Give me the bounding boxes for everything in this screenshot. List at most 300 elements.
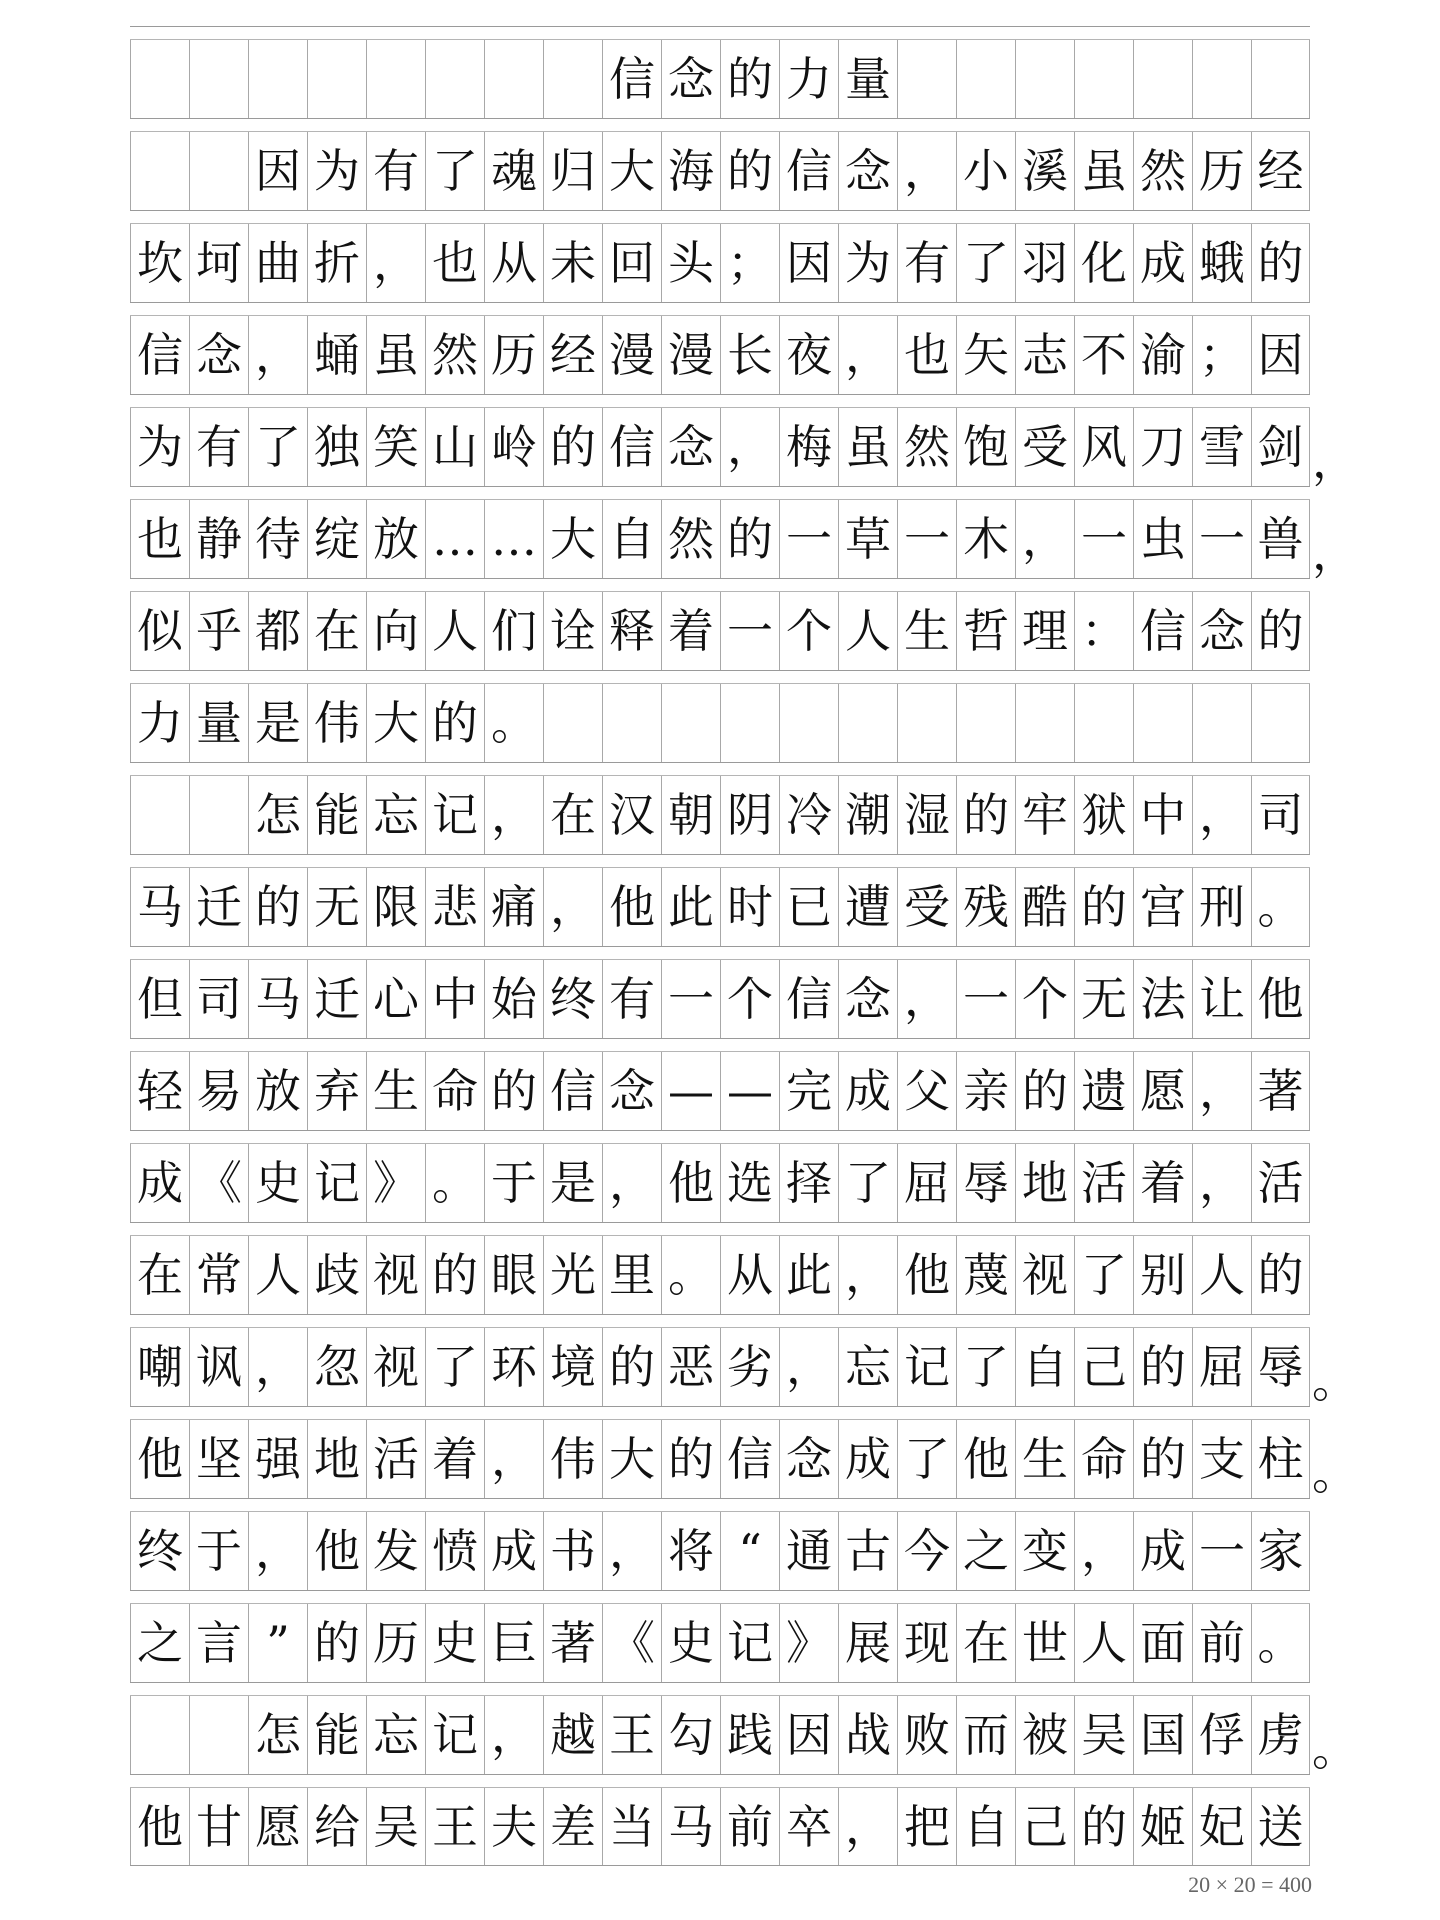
grid-cell: 将: [661, 1512, 720, 1590]
grid-cell: 命: [1074, 1420, 1133, 1498]
grid-row: [130, 1314, 1358, 1408]
grid-cell: 面: [1133, 1604, 1192, 1682]
margin-punctuation: 。: [1312, 1722, 1358, 1776]
grid-cell: 的: [1015, 1052, 1074, 1130]
grid-cell: 一: [897, 500, 956, 578]
grid-cell: 着: [1133, 1144, 1192, 1222]
grid-cell: 在: [956, 1604, 1015, 1682]
grid-cell: 战: [838, 1696, 897, 1774]
grid-cell: 马: [130, 868, 189, 946]
grid-cell: 力: [779, 40, 838, 118]
margin-punctuation: ，: [1312, 526, 1358, 580]
grid-cell: [838, 684, 897, 762]
grid-cell: 父: [897, 1052, 956, 1130]
grid-cell: 被: [1015, 1696, 1074, 1774]
grid-cell: 待: [248, 500, 307, 578]
grid-cell: 忘: [838, 1328, 897, 1406]
grid-row-cells: [130, 1236, 1310, 1314]
grid-cell: 了: [1074, 1236, 1133, 1314]
grid-cell: 吴: [366, 1788, 425, 1865]
grid-cell: 的: [307, 1604, 366, 1682]
grid-row-cells: [130, 316, 1310, 394]
grid-cell: 的: [1251, 224, 1310, 302]
grid-cell: 念: [838, 132, 897, 210]
grid-cell: [1074, 40, 1133, 118]
grid-cell: [248, 40, 307, 118]
grid-cell: 一: [1074, 500, 1133, 578]
grid-cell: 现: [897, 1604, 956, 1682]
grid-cell: 虽: [366, 316, 425, 394]
grid-cell: 记: [307, 1144, 366, 1222]
grid-cell: 因: [779, 224, 838, 302]
grid-cell: [189, 1696, 248, 1774]
grid-row: [130, 1774, 1310, 1866]
grid-cell: [661, 684, 720, 762]
grid-cell: 独: [307, 408, 366, 486]
grid-cell: 归: [543, 132, 602, 210]
grid-cell: [543, 684, 602, 762]
grid-cell: ，: [484, 1696, 543, 1774]
grid-cell: …: [425, 500, 484, 578]
grid-cell: 人: [1192, 1236, 1251, 1314]
grid-cell: 中: [1133, 776, 1192, 854]
grid-cell: [1015, 684, 1074, 762]
grid-row-cells: [130, 960, 1310, 1038]
grid-cell: 地: [307, 1420, 366, 1498]
grid-row: [130, 762, 1310, 854]
grid-cell: ，: [1192, 1144, 1251, 1222]
grid-cell: 法: [1133, 960, 1192, 1038]
grid-cell: 阴: [720, 776, 779, 854]
grid-cell: 展: [838, 1604, 897, 1682]
grid-cell: 的: [1133, 1420, 1192, 1498]
grid-row: [130, 486, 1358, 580]
grid-cell: ，: [248, 1328, 307, 1406]
grid-row: [130, 854, 1310, 946]
grid-cell: 的: [1251, 1236, 1310, 1314]
grid-cell: 生: [1015, 1420, 1074, 1498]
grid-cell: 曲: [248, 224, 307, 302]
grid-cell: 信: [720, 1420, 779, 1498]
grid-cell: 然: [1133, 132, 1192, 210]
grid-cell: 强: [248, 1420, 307, 1498]
grid-cell: 记: [425, 776, 484, 854]
grid-cell: 劣: [720, 1328, 779, 1406]
grid-cell: 放: [366, 500, 425, 578]
grid-row: [130, 1222, 1310, 1314]
grid-cell: [1133, 40, 1192, 118]
grid-cell: 草: [838, 500, 897, 578]
grid-cell: 自: [1015, 1328, 1074, 1406]
grid-cell: 屈: [897, 1144, 956, 1222]
grid-cell: 也: [130, 500, 189, 578]
grid-cell: 念: [779, 1420, 838, 1498]
grid-row-cells: [130, 1696, 1310, 1774]
grid-cell: 兽: [1251, 500, 1310, 578]
grid-cell: 的: [484, 1052, 543, 1130]
grid-row-cells: [130, 1052, 1310, 1130]
grid-cell: [189, 776, 248, 854]
grid-cell: “: [720, 1512, 779, 1590]
grid-cell: ，: [484, 1420, 543, 1498]
grid-cell: 勾: [661, 1696, 720, 1774]
grid-cell: 着: [661, 592, 720, 670]
grid-cell: 地: [1015, 1144, 1074, 1222]
grid-cell: 妃: [1192, 1788, 1251, 1865]
grid-cell: ；: [720, 224, 779, 302]
grid-cell: 宫: [1133, 868, 1192, 946]
grid-cell: 风: [1074, 408, 1133, 486]
grid-cell: 迁: [189, 868, 248, 946]
grid-cell: [366, 40, 425, 118]
grid-cell: 绽: [307, 500, 366, 578]
grid-cell: 折: [307, 224, 366, 302]
grid-cell: 之: [956, 1512, 1015, 1590]
grid-row: [130, 578, 1310, 670]
grid-cell: 视: [1015, 1236, 1074, 1314]
grid-cell: 言: [189, 1604, 248, 1682]
grid-cell: [543, 40, 602, 118]
grid-cell: 岭: [484, 408, 543, 486]
grid-cell: 虽: [1074, 132, 1133, 210]
grid-cell: 忽: [307, 1328, 366, 1406]
grid-cell: 信: [130, 316, 189, 394]
grid-cell: 人: [1074, 1604, 1133, 1682]
grid-cell: 一: [956, 960, 1015, 1038]
grid-cell: 怎: [248, 776, 307, 854]
grid-cell: 在: [307, 592, 366, 670]
grid-cell: 》: [779, 1604, 838, 1682]
grid-cell: 记: [720, 1604, 779, 1682]
grid-cell: 心: [366, 960, 425, 1038]
grid-cell: [1074, 684, 1133, 762]
grid-cell: 大: [602, 1420, 661, 1498]
grid-cell: 生: [366, 1052, 425, 1130]
grid-row-cells: [130, 684, 1310, 762]
grid-cell: 量: [838, 40, 897, 118]
grid-cell: ，: [543, 868, 602, 946]
grid-cell: [189, 132, 248, 210]
grid-cell: 弃: [307, 1052, 366, 1130]
grid-cell: 著: [1251, 1052, 1310, 1130]
grid-cell: 未: [543, 224, 602, 302]
grid-cell: 择: [779, 1144, 838, 1222]
grid-cell: 让: [1192, 960, 1251, 1038]
grid-cell: 力: [130, 684, 189, 762]
grid-cell: 终: [543, 960, 602, 1038]
grid-cell: 历: [484, 316, 543, 394]
grid-cell: 蛹: [307, 316, 366, 394]
grid-row: [130, 118, 1310, 210]
grid-cell: 经: [543, 316, 602, 394]
grid-cell: 夜: [779, 316, 838, 394]
grid-cell: 成: [1133, 1512, 1192, 1590]
grid-cell: 自: [956, 1788, 1015, 1865]
grid-cell: 送: [1251, 1788, 1310, 1865]
grid-cell: 成: [1133, 224, 1192, 302]
grid-cell: 受: [1015, 408, 1074, 486]
grid-cell: 因: [248, 132, 307, 210]
grid-cell: 念: [1192, 592, 1251, 670]
grid-cell: ，: [484, 776, 543, 854]
grid-cell: 的: [1251, 592, 1310, 670]
grid-cell: 一: [720, 592, 779, 670]
manuscript-grid: [130, 26, 1358, 1866]
grid-cell: 《: [602, 1604, 661, 1682]
grid-cell: 越: [543, 1696, 602, 1774]
grid-cell: 司: [189, 960, 248, 1038]
grid-row-cells: [130, 408, 1310, 486]
grid-cell: 历: [1192, 132, 1251, 210]
grid-cell: 大: [543, 500, 602, 578]
grid-cell: 马: [661, 1788, 720, 1865]
grid-cell: 的: [1133, 1328, 1192, 1406]
grid-cell: 夫: [484, 1788, 543, 1865]
grid-cell: 海: [661, 132, 720, 210]
grid-cell: 他: [956, 1420, 1015, 1498]
grid-cell: 嘲: [130, 1328, 189, 1406]
grid-cell: 念: [189, 316, 248, 394]
grid-cell: [956, 40, 1015, 118]
grid-row: [130, 1498, 1310, 1590]
grid-row: [130, 1682, 1358, 1776]
grid-cell: 终: [130, 1512, 189, 1590]
grid-cell: 记: [897, 1328, 956, 1406]
grid-cell: 大: [602, 132, 661, 210]
grid-cell: 了: [956, 1328, 1015, 1406]
grid-cell: 他: [307, 1512, 366, 1590]
grid-cell: 于: [189, 1512, 248, 1590]
grid-cell: 忘: [366, 1696, 425, 1774]
grid-cell: 一: [1192, 1512, 1251, 1590]
grid-cell: 了: [897, 1420, 956, 1498]
grid-cell: 的: [425, 684, 484, 762]
grid-cell: 长: [720, 316, 779, 394]
grid-cell: 诠: [543, 592, 602, 670]
grid-cell: 。: [484, 684, 543, 762]
grid-cell: 始: [484, 960, 543, 1038]
grid-cell: 从: [484, 224, 543, 302]
grid-cell: 古: [838, 1512, 897, 1590]
grid-cell: 的: [248, 868, 307, 946]
grid-cell: 成: [484, 1512, 543, 1590]
grid-cell: ，: [248, 1512, 307, 1590]
grid-row-cells: [130, 500, 1310, 578]
grid-cell: 的: [720, 132, 779, 210]
grid-cell: 们: [484, 592, 543, 670]
grid-cell: 辱: [1251, 1328, 1310, 1406]
grid-cell: 世: [1015, 1604, 1074, 1682]
grid-cell: [307, 40, 366, 118]
grid-cell: 因: [779, 1696, 838, 1774]
grid-cell: 溪: [1015, 132, 1074, 210]
grid-cell: 信: [602, 40, 661, 118]
grid-cell: 愤: [425, 1512, 484, 1590]
grid-cell: ，: [1074, 1512, 1133, 1590]
grid-cell: 《: [189, 1144, 248, 1222]
grid-cell: 能: [307, 776, 366, 854]
grid-cell: 巨: [484, 1604, 543, 1682]
grid-cell: 木: [956, 500, 1015, 578]
grid-cell: 已: [779, 868, 838, 946]
grid-cell: 的: [661, 1420, 720, 1498]
grid-cell: 信: [602, 408, 661, 486]
grid-row-cells: [130, 40, 1310, 118]
grid-cell: 司: [1251, 776, 1310, 854]
grid-cell: 怎: [248, 1696, 307, 1774]
grid-cell: 了: [425, 132, 484, 210]
grid-cell: 有: [189, 408, 248, 486]
grid-cell: 此: [661, 868, 720, 946]
grid-cell: 。: [425, 1144, 484, 1222]
grid-cell: 之: [130, 1604, 189, 1682]
margin-punctuation: 。: [1312, 1354, 1358, 1408]
grid-cell: 悲: [425, 868, 484, 946]
grid-cell: ，: [720, 408, 779, 486]
grid-cell: 此: [779, 1236, 838, 1314]
grid-cell: 的: [1074, 868, 1133, 946]
grid-cell: 光: [543, 1236, 602, 1314]
grid-cell: 个: [779, 592, 838, 670]
grid-cell: 个: [720, 960, 779, 1038]
grid-cell: 为: [130, 408, 189, 486]
grid-row: [130, 1130, 1310, 1222]
grid-cell: 遗: [1074, 1052, 1133, 1130]
grid-cell: 漫: [602, 316, 661, 394]
grid-cell: 了: [956, 224, 1015, 302]
grid-cell: 受: [897, 868, 956, 946]
grid-cell: 把: [897, 1788, 956, 1865]
grid-cell: ，: [779, 1328, 838, 1406]
grid-cell: 史: [425, 1604, 484, 1682]
grid-cell: 化: [1074, 224, 1133, 302]
grid-cell: 理: [1015, 592, 1074, 670]
grid-row-cells: [130, 132, 1310, 210]
grid-cell: 王: [602, 1696, 661, 1774]
grid-cell: [189, 40, 248, 118]
grid-cell: 然: [661, 500, 720, 578]
grid-cell: 梅: [779, 408, 838, 486]
grid-cell: 刀: [1133, 408, 1192, 486]
grid-cell: 常: [189, 1236, 248, 1314]
grid-cell: 家: [1251, 1512, 1310, 1590]
grid-cell: 的: [602, 1328, 661, 1406]
grid-cell: 念: [602, 1052, 661, 1130]
grid-cell: 但: [130, 960, 189, 1038]
grid-cell: 历: [366, 1604, 425, 1682]
grid-cell: 信: [543, 1052, 602, 1130]
grid-cell: 他: [130, 1420, 189, 1498]
grid-cell: …: [484, 500, 543, 578]
grid-cell: 剑: [1251, 408, 1310, 486]
grid-cell: [602, 684, 661, 762]
grid-cell: 当: [602, 1788, 661, 1865]
grid-cell: 酷: [1015, 868, 1074, 946]
grid-cell: 。: [1251, 868, 1310, 946]
grid-cell: 汉: [602, 776, 661, 854]
grid-cell: 支: [1192, 1420, 1251, 1498]
grid-cell: ，: [366, 224, 425, 302]
grid-cell: 甘: [189, 1788, 248, 1865]
grid-cell: 着: [425, 1420, 484, 1498]
grid-cell: 是: [248, 684, 307, 762]
grid-cell: [130, 40, 189, 118]
grid-cell: 国: [1133, 1696, 1192, 1774]
grid-row: [130, 302, 1310, 394]
grid-cell: 》: [366, 1144, 425, 1222]
grid-cell: ，: [897, 132, 956, 210]
grid-cell: [484, 40, 543, 118]
grid-cell: 雪: [1192, 408, 1251, 486]
grid-cell: [897, 40, 956, 118]
grid-cell: 变: [1015, 1512, 1074, 1590]
grid-cell: 矢: [956, 316, 1015, 394]
grid-cell: 己: [1015, 1788, 1074, 1865]
grid-cell: 为: [307, 132, 366, 210]
grid-row: [130, 1590, 1310, 1682]
grid-cell: 于: [484, 1144, 543, 1222]
grid-row-cells: [130, 1420, 1310, 1498]
grid-cell: 头: [661, 224, 720, 302]
grid-cell: 羽: [1015, 224, 1074, 302]
grid-row: [130, 210, 1310, 302]
grid-cell: 的: [425, 1236, 484, 1314]
grid-row-cells: [130, 868, 1310, 946]
grid-cell: 愿: [248, 1788, 307, 1865]
grid-cell: 放: [248, 1052, 307, 1130]
grid-cell: 狱: [1074, 776, 1133, 854]
grid-cell: [1251, 40, 1310, 118]
grid-cell: [897, 684, 956, 762]
grid-cell: 在: [130, 1236, 189, 1314]
grid-cell: 史: [248, 1144, 307, 1222]
grid-cell: 前: [720, 1788, 779, 1865]
grid-cell: 念: [838, 960, 897, 1038]
grid-row-cells: [130, 776, 1310, 854]
grid-cell: 刑: [1192, 868, 1251, 946]
grid-cell: 他: [1251, 960, 1310, 1038]
grid-cell: 败: [897, 1696, 956, 1774]
grid-cell: 释: [602, 592, 661, 670]
grid-cell: 伟: [543, 1420, 602, 1498]
grid-cell: 俘: [1192, 1696, 1251, 1774]
grid-cell: [956, 684, 1015, 762]
grid-cell: 魂: [484, 132, 543, 210]
grid-cell: 完: [779, 1052, 838, 1130]
grid-cell: 然: [897, 408, 956, 486]
grid-cell: 而: [956, 1696, 1015, 1774]
grid-cell: 记: [425, 1696, 484, 1774]
grid-cell: 生: [897, 592, 956, 670]
grid-cell: 给: [307, 1788, 366, 1865]
grid-cell: 迁: [307, 960, 366, 1038]
grid-cell: [1251, 684, 1310, 762]
grid-cell: 中: [425, 960, 484, 1038]
grid-cell: 经: [1251, 132, 1310, 210]
grid-cell: 活: [1074, 1144, 1133, 1222]
grid-cell: 己: [1074, 1328, 1133, 1406]
grid-cell: 王: [425, 1788, 484, 1865]
grid-cell: 视: [366, 1236, 425, 1314]
grid-cell: 史: [661, 1604, 720, 1682]
grid-cell: 也: [897, 316, 956, 394]
grid-cell: 都: [248, 592, 307, 670]
grid-cell: 能: [307, 1696, 366, 1774]
grid-cell: 坎: [130, 224, 189, 302]
grid-cell: 坚: [189, 1420, 248, 1498]
grid-cell: 前: [1192, 1604, 1251, 1682]
grid-row: [130, 1406, 1358, 1500]
